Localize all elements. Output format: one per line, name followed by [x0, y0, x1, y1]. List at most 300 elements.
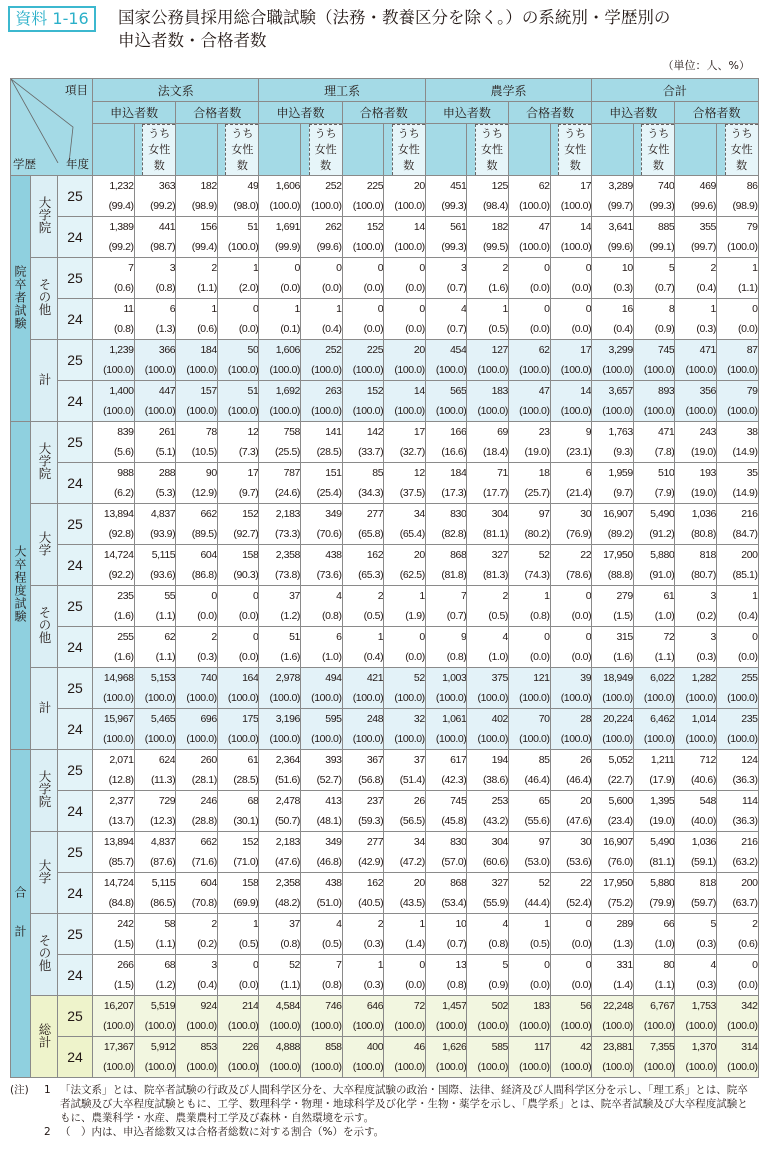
year-cell: 25 — [58, 750, 93, 791]
count-value: 158 — [242, 549, 259, 561]
count-value: 225 — [366, 344, 384, 356]
table-row — [11, 176, 759, 217]
count-value: 255 — [741, 672, 758, 684]
count-value: 5,880 — [650, 549, 675, 561]
value-cell — [134, 668, 176, 709]
percent-value: (1.4) — [405, 938, 425, 950]
value-cell — [134, 627, 176, 668]
percent-value: (0.3) — [363, 979, 384, 991]
count-value: 565 — [450, 385, 467, 397]
value-cell — [301, 422, 343, 463]
count-value: 79 — [746, 221, 758, 233]
value-cell — [633, 996, 675, 1037]
value-cell — [93, 422, 135, 463]
value-cell — [217, 299, 259, 340]
count-value: 9 — [585, 426, 592, 438]
value-cell — [550, 955, 592, 996]
women-label: 女性数 — [647, 143, 670, 172]
value-cell — [592, 709, 634, 750]
percent-value: (0.9) — [654, 323, 675, 335]
count-value: 61 — [663, 590, 675, 602]
count-value: 17 — [580, 344, 592, 356]
value-cell — [716, 176, 758, 217]
count-value: 494 — [325, 672, 342, 684]
value-cell — [301, 381, 343, 422]
count-value: 11 — [123, 303, 134, 315]
value-cell — [93, 996, 135, 1037]
percent-value: (0.0) — [571, 282, 592, 294]
women-count-box — [475, 124, 508, 175]
percent-value: (0.0) — [238, 651, 259, 663]
percent-value: (98.0) — [233, 200, 259, 212]
count-value: 3 — [710, 631, 716, 643]
value-cell — [633, 586, 675, 627]
value-cell — [342, 996, 384, 1037]
value-cell — [342, 586, 384, 627]
count-value: 253 — [491, 795, 508, 807]
percent-value: (1.5) — [114, 938, 134, 950]
count-value: 853 — [200, 1041, 217, 1053]
header-women-count — [716, 124, 758, 176]
percent-value: (50.7) — [274, 815, 300, 827]
count-value: 4 — [502, 918, 508, 930]
value-cell — [342, 627, 384, 668]
count-value: 1,003 — [442, 672, 467, 684]
percent-value: (100.0) — [103, 364, 134, 376]
count-value: 3,196 — [275, 713, 300, 725]
percent-value: (24.6) — [274, 487, 300, 499]
count-value: 225 — [366, 180, 384, 192]
value-cell — [259, 914, 301, 955]
header-applicants: 申込者数 — [259, 102, 342, 124]
percent-value: (28.1) — [191, 774, 217, 786]
percent-value: (78.6) — [566, 569, 592, 581]
value-cell — [342, 791, 384, 832]
section-label — [11, 750, 31, 1078]
table-row — [11, 791, 759, 832]
percent-value: (100.0) — [435, 1020, 467, 1032]
percent-value: (28.8) — [191, 815, 217, 827]
percent-value: (0.0) — [363, 323, 384, 335]
value-cell — [675, 504, 717, 545]
count-value: 0 — [752, 303, 758, 315]
count-value: 858 — [325, 1041, 342, 1053]
count-value: 746 — [325, 1000, 342, 1012]
value-cell — [134, 914, 176, 955]
count-value: 235 — [741, 713, 758, 725]
value-cell — [134, 176, 176, 217]
value-cell — [93, 627, 135, 668]
value-cell — [134, 545, 176, 586]
year-cell: 25 — [58, 176, 93, 217]
count-value: 152 — [242, 508, 259, 520]
count-value: 5,490 — [650, 836, 675, 848]
count-value: 818 — [699, 877, 716, 889]
count-value: 617 — [450, 754, 467, 766]
value-cell — [425, 709, 467, 750]
percent-value: (59.1) — [690, 856, 716, 868]
education-label-text: 計 — [37, 700, 52, 714]
value-cell — [716, 381, 758, 422]
value-cell — [384, 709, 426, 750]
count-value: 164 — [242, 672, 259, 684]
value-cell — [550, 176, 592, 217]
percent-value: (28.5) — [233, 774, 259, 786]
education-label — [31, 914, 58, 996]
percent-value: (13.7) — [108, 815, 134, 827]
count-value: 90 — [205, 467, 217, 479]
value-cell — [93, 217, 135, 258]
count-value: 37 — [289, 590, 300, 602]
count-value: 471 — [658, 426, 675, 438]
percent-value: (99.2) — [150, 200, 176, 212]
percent-value: (99.2) — [108, 241, 134, 253]
percent-value: (19.0) — [690, 446, 716, 458]
count-value: 14 — [580, 221, 592, 233]
count-value: 1 — [710, 303, 716, 315]
value-cell — [675, 668, 717, 709]
value-cell — [550, 299, 592, 340]
count-value: 20 — [413, 549, 425, 561]
count-value: 51 — [289, 631, 300, 643]
percent-value: (70.8) — [191, 897, 217, 909]
percent-value: (100.0) — [394, 364, 425, 376]
percent-value: (100.0) — [727, 1061, 758, 1073]
count-value: 6,767 — [650, 1000, 675, 1012]
count-value: 327 — [491, 877, 508, 889]
percent-value: (100.0) — [643, 1020, 675, 1032]
count-value: 0 — [419, 262, 425, 274]
count-value: 5,600 — [608, 795, 633, 807]
value-cell — [176, 586, 218, 627]
count-value: 49 — [247, 180, 259, 192]
year-cell: 25 — [58, 340, 93, 381]
count-value: 184 — [200, 344, 217, 356]
value-cell — [675, 750, 717, 791]
percent-value: (1.1) — [155, 610, 176, 622]
value-cell — [217, 340, 259, 381]
value-cell — [592, 996, 634, 1037]
count-value: 1 — [211, 303, 217, 315]
percent-value: (0.3) — [197, 651, 217, 663]
count-value: 342 — [741, 1000, 758, 1012]
value-cell — [633, 709, 675, 750]
count-value: 1 — [502, 303, 508, 315]
count-value: 868 — [450, 877, 467, 889]
percent-value: (0.0) — [571, 979, 592, 991]
percent-value: (100.0) — [352, 733, 384, 745]
count-value: 0 — [752, 631, 758, 643]
value-cell — [93, 832, 135, 873]
value-cell — [633, 668, 675, 709]
count-value: 10 — [621, 262, 633, 274]
percent-value: (0.8) — [114, 323, 134, 335]
value-cell — [550, 463, 592, 504]
percent-value: (100.0) — [519, 405, 550, 417]
count-value: 1,753 — [691, 1000, 716, 1012]
percent-value: (0.0) — [529, 323, 550, 335]
count-value: 10 — [455, 918, 467, 930]
count-value: 162 — [366, 549, 384, 561]
percent-value: (0.0) — [737, 323, 758, 335]
count-value: 7 — [460, 590, 467, 602]
value-cell — [384, 668, 426, 709]
count-value: 1 — [752, 590, 758, 602]
value-cell — [134, 299, 176, 340]
value-cell — [716, 914, 758, 955]
value-cell — [176, 217, 218, 258]
percent-value: (99.6) — [607, 241, 633, 253]
percent-value: (65.8) — [358, 528, 384, 540]
value-cell — [633, 176, 675, 217]
of-which-label: うち — [397, 127, 420, 140]
percent-value: (100.0) — [560, 733, 592, 745]
count-value: 151 — [325, 467, 342, 479]
value-cell — [592, 463, 634, 504]
value-cell — [550, 340, 592, 381]
header-blank — [425, 124, 467, 176]
percent-value: (0.4) — [363, 651, 384, 663]
percent-value: (89.5) — [191, 528, 217, 540]
percent-value: (100.0) — [311, 405, 342, 417]
count-value: 279 — [616, 590, 633, 602]
count-value: 62 — [538, 344, 550, 356]
value-cell — [342, 340, 384, 381]
count-value: 438 — [325, 549, 342, 561]
value-cell — [93, 176, 135, 217]
percent-value: (81.3) — [482, 569, 508, 581]
value-cell — [675, 873, 717, 914]
count-value: 349 — [325, 836, 342, 848]
percent-value: (99.6) — [690, 200, 716, 212]
percent-value: (100.0) — [186, 1061, 217, 1073]
value-cell — [467, 381, 509, 422]
value-cell — [716, 258, 758, 299]
percent-value: (1.1) — [155, 651, 176, 663]
value-cell — [384, 627, 426, 668]
header-item-label: 項目 — [65, 85, 89, 97]
education-label-text: その他 — [37, 934, 52, 972]
percent-value: (100.0) — [560, 364, 592, 376]
percent-value: (0.0) — [737, 651, 758, 663]
percent-value: (91.2) — [649, 528, 675, 540]
value-cell — [176, 1037, 218, 1078]
value-cell — [384, 791, 426, 832]
value-cell — [633, 832, 675, 873]
percent-value: (37.5) — [399, 487, 425, 499]
count-value: 5,519 — [150, 1000, 176, 1012]
count-value: 3 — [211, 959, 217, 971]
value-cell — [508, 504, 550, 545]
value-cell — [425, 504, 467, 545]
count-value: 5,115 — [151, 877, 176, 889]
percent-value: (100.0) — [269, 405, 300, 417]
count-value: 4 — [502, 631, 508, 643]
count-value: 1,370 — [691, 1041, 716, 1053]
count-value: 367 — [366, 754, 384, 766]
count-value: 745 — [658, 344, 675, 356]
of-which-label: うち — [564, 127, 587, 140]
count-value: 20 — [413, 344, 425, 356]
percent-value: (100.0) — [602, 1020, 633, 1032]
value-cell — [508, 791, 550, 832]
count-value: 66 — [663, 918, 675, 930]
value-cell — [550, 217, 592, 258]
percent-value: (100.0) — [519, 1020, 550, 1032]
percent-value: (84.8) — [108, 897, 134, 909]
percent-value: (0.0) — [571, 938, 592, 950]
percent-value: (80.7) — [690, 569, 716, 581]
count-value: 4 — [710, 959, 716, 971]
of-which-label: うち — [231, 127, 254, 140]
education-label — [31, 668, 58, 750]
value-cell — [259, 955, 301, 996]
percent-value: (0.3) — [696, 651, 716, 663]
year-cell: 24 — [58, 873, 93, 914]
women-label: 女性数 — [480, 143, 503, 172]
value-cell — [425, 955, 467, 996]
percent-value: (0.7) — [446, 938, 467, 950]
percent-value: (100.0) — [519, 692, 550, 704]
percent-value: (85.1) — [732, 569, 758, 581]
count-value: 46 — [413, 1041, 425, 1053]
value-cell — [716, 750, 758, 791]
count-value: 20 — [580, 795, 592, 807]
count-value: 4 — [336, 590, 342, 602]
value-cell — [217, 668, 259, 709]
percent-value: (0.0) — [405, 651, 425, 663]
percent-value: (0.0) — [405, 282, 425, 294]
percent-value: (100.0) — [352, 200, 384, 212]
count-value: 4,888 — [275, 1041, 300, 1053]
value-cell — [716, 668, 758, 709]
percent-value: (100.0) — [727, 405, 758, 417]
value-cell — [176, 996, 218, 1037]
percent-value: (0.8) — [322, 610, 342, 622]
note-text: 「法文系」とは、院卒者試験の行政及び人間科学区分を、大卒程度試験の政治・国際、法律、経済及び人間科学区分を示し、「理工系」とは、院卒者試験及び大卒程度試験ともに、工学、数理科学・物理・地球科学及び化学・生物・薬学を示し、「農学系」とは、院卒者試験及び大卒程度試験ともに、農業科学・水産、農業農村工学及び森林・自然環境を示す。 — [60, 1084, 748, 1124]
note-text: （ ）内は、申込者総数又は合格者総数に対する割合（%）を示す。 — [60, 1126, 385, 1138]
count-value: 0 — [252, 959, 259, 971]
value-cell — [342, 299, 384, 340]
count-value: 5,115 — [151, 549, 176, 561]
percent-value: (42.9) — [358, 856, 384, 868]
value-cell — [384, 996, 426, 1037]
count-value: 85 — [372, 467, 384, 479]
percent-value: (100.0) — [144, 692, 176, 704]
count-value: 740 — [658, 180, 675, 192]
count-value: 315 — [616, 631, 633, 643]
title-line-1: 国家公務員採用総合職試験（法務・教養区分を除く。）の系統別・学歴別の — [118, 8, 671, 27]
percent-value: (1.0) — [654, 938, 675, 950]
note-2 — [10, 1125, 755, 1139]
of-which-label: うち — [647, 127, 670, 140]
value-cell — [675, 627, 717, 668]
table-row — [11, 586, 759, 627]
count-value: 1,763 — [608, 426, 633, 438]
count-value: 18,949 — [603, 672, 633, 684]
count-value: 114 — [742, 795, 758, 807]
count-value: 23 — [538, 426, 550, 438]
count-value: 17,367 — [103, 1041, 134, 1053]
percent-value: (1.6) — [114, 610, 134, 622]
value-cell — [217, 545, 259, 586]
percent-value: (0.8) — [155, 282, 176, 294]
percent-value: (92.8) — [108, 528, 134, 540]
percent-value: (0.0) — [238, 610, 259, 622]
value-cell — [259, 176, 301, 217]
percent-value: (0.0) — [571, 651, 592, 663]
percent-value: (100.0) — [394, 692, 425, 704]
percent-value: (100.0) — [685, 1061, 716, 1073]
count-value: 14,724 — [103, 549, 134, 561]
table-row — [11, 463, 759, 504]
count-value: 237 — [366, 795, 384, 807]
value-cell — [467, 545, 509, 586]
value-cell — [467, 586, 509, 627]
value-cell — [176, 299, 218, 340]
count-value: 0 — [585, 918, 592, 930]
count-value: 0 — [252, 303, 259, 315]
percent-value: (100.0) — [602, 733, 633, 745]
percent-value: (48.1) — [316, 815, 342, 827]
count-value: 52 — [538, 877, 550, 889]
percent-value: (0.3) — [696, 979, 716, 991]
value-cell — [716, 627, 758, 668]
value-cell — [342, 709, 384, 750]
percent-value: (100.0) — [727, 733, 758, 745]
percent-value: (0.0) — [197, 610, 217, 622]
value-cell — [716, 299, 758, 340]
count-value: 393 — [325, 754, 342, 766]
table-row — [11, 914, 759, 955]
percent-value: (100.0) — [269, 1061, 300, 1073]
value-cell — [467, 955, 509, 996]
count-value: 235 — [117, 590, 134, 602]
percent-value: (98.7) — [150, 241, 176, 253]
count-value: 2 — [211, 262, 217, 274]
percent-value: (0.6) — [114, 282, 134, 294]
value-cell — [467, 750, 509, 791]
percent-value: (47.6) — [274, 856, 300, 868]
value-cell — [550, 873, 592, 914]
count-value: 0 — [336, 262, 342, 274]
percent-value: (59.7) — [690, 897, 716, 909]
year-cell: 24 — [58, 217, 93, 258]
value-cell — [716, 873, 758, 914]
count-value: 1,626 — [442, 1041, 467, 1053]
value-cell — [550, 832, 592, 873]
percent-value: (18.4) — [482, 446, 508, 458]
value-cell — [176, 955, 218, 996]
value-cell — [425, 996, 467, 1037]
count-value: 0 — [752, 959, 758, 971]
count-value: 6 — [336, 631, 342, 643]
count-value: 0 — [585, 303, 592, 315]
percent-value: (25.7) — [524, 487, 550, 499]
value-cell — [342, 955, 384, 996]
value-cell — [675, 463, 717, 504]
percent-value: (92.7) — [233, 528, 259, 540]
table-row — [11, 340, 759, 381]
value-cell — [633, 504, 675, 545]
percent-value: (100.0) — [227, 733, 259, 745]
value-cell — [217, 873, 259, 914]
value-cell — [342, 504, 384, 545]
count-value: 79 — [746, 385, 758, 397]
count-value: 604 — [200, 877, 217, 889]
count-value: 7 — [336, 959, 342, 971]
count-value: 39 — [580, 672, 592, 684]
